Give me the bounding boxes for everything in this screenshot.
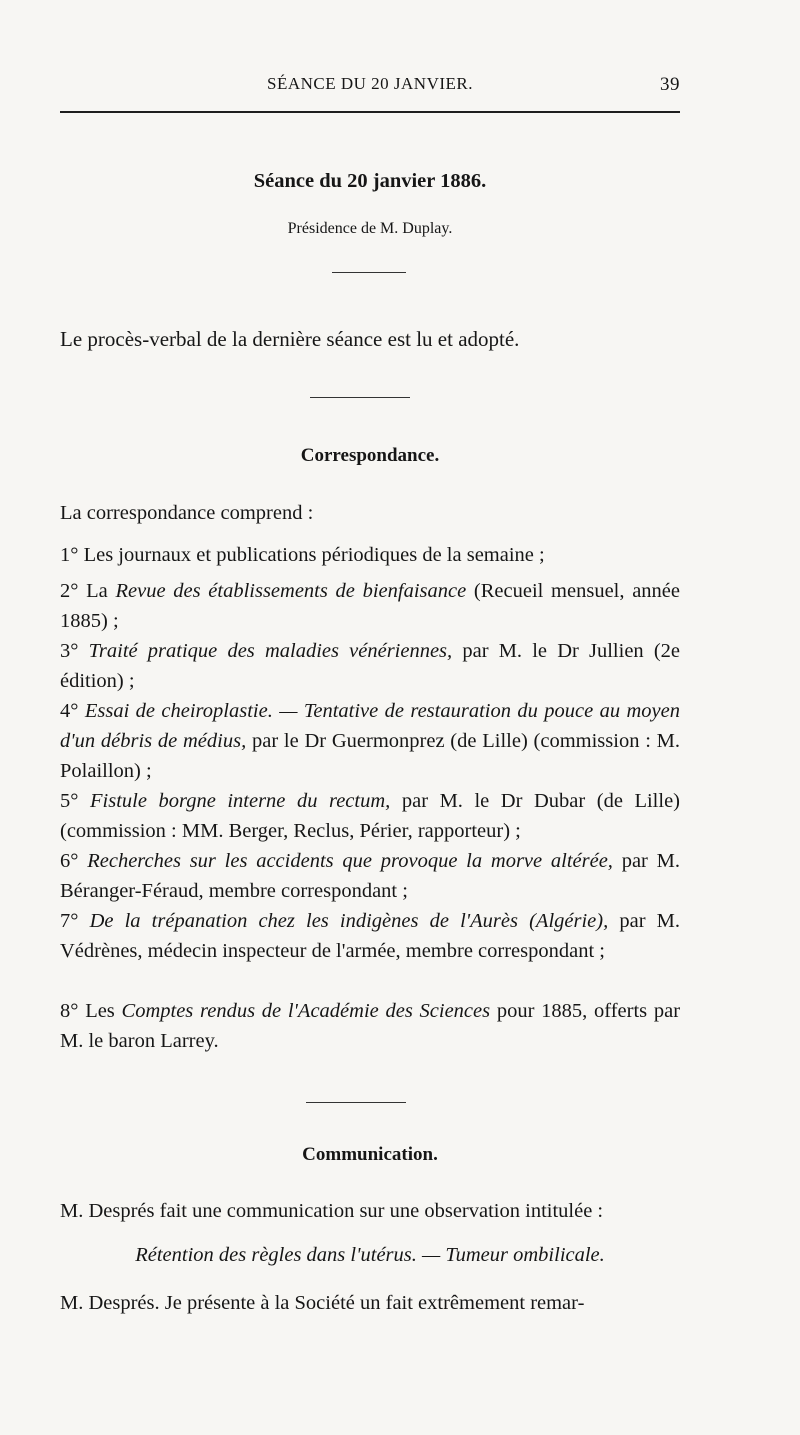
communication-intro: M. Després fait une communication sur une observation intitulée : [60,1200,604,1222]
list-item [60,996,680,1056]
item-number: 2° [60,580,79,602]
list-item [60,576,680,636]
session-title: Séance du 20 janvier 1886. [253,170,487,192]
list-item [60,636,680,696]
item-number: 5° [60,790,79,812]
list-item [60,786,680,846]
item-text: (Recueil mensuel, année 1885) ; [60,580,680,632]
item-number: 3° [60,640,79,662]
correspondence-heading: Correspondance. [300,445,440,466]
list-item [60,846,680,906]
communication-heading: Communication. [302,1144,438,1165]
item-title: Recherches sur les accidents que provoque la morve altérée, [87,850,613,872]
item-text: par M. le Dr Dubar (de Lille) (commission : MM. Berger, Reclus, Périer, rapporteur) ; [60,790,681,842]
minutes-paragraph: Le procès-verbal de la dernière séance est lu et adopté. [60,327,520,351]
separator-rule [332,272,406,273]
item-title: Fistule borgne interne du rectum, [90,790,391,812]
item-number: 1° [60,544,79,566]
page-number: 39 [660,74,680,95]
list-item [60,540,680,570]
item-text: par M. le Dr Jullien (2e édition) ; [60,640,681,692]
item-title: Essai de cheiroplastie. — Tentative de restauration du pouce au moyen d'un débris de médius, [60,700,681,752]
list-item [60,696,680,786]
separator-rule [310,397,410,398]
item-text: par M. Béranger-Féraud, membre correspondant ; [60,850,680,902]
item-number: 6° [60,850,79,872]
item-number: 7° [60,910,79,932]
separator-rule [306,1102,406,1103]
item-text: La [86,580,108,602]
correspondence-intro: La correspondance comprend : [60,502,314,524]
item-text: par le Dr Guermonprez (de Lille) (commission : M. Polaillon) ; [60,730,681,782]
communication-speech: M. Després. Je présente à la Société un fait extrêmement remar- [60,1292,585,1314]
item-text: par M. Védrènes, médecin inspecteur de l'armée, membre correspondant ; [60,910,680,962]
item-text: pour 1885, offerts par M. le baron Larrey. [60,1000,681,1052]
item-text: Les [85,1000,115,1022]
presidency-line: Présidence de M. Duplay. [287,220,453,237]
item-title: De la trépanation chez les indigènes de l'Aurès (Algérie), [89,910,609,932]
item-number: 4° [60,700,79,722]
running-head-title: SÉANCE DU 20 JANVIER. [267,74,473,93]
list-item [60,906,680,966]
item-text: Les journaux et publications périodiques de la semaine ; [83,544,545,566]
item-title: Revue des établissements de bienfaisance [115,580,467,602]
item-number: 8° [60,1000,79,1022]
item-title: Comptes rendus de l'Académie des Sciences [121,1000,491,1022]
communication-title-text: Rétention des règles dans l'utérus. — Tumeur ombilicale. [135,1244,605,1266]
header-rule [60,111,680,113]
communication-title [60,1240,680,1270]
item-title: Traité pratique des maladies vénériennes, [88,640,453,662]
